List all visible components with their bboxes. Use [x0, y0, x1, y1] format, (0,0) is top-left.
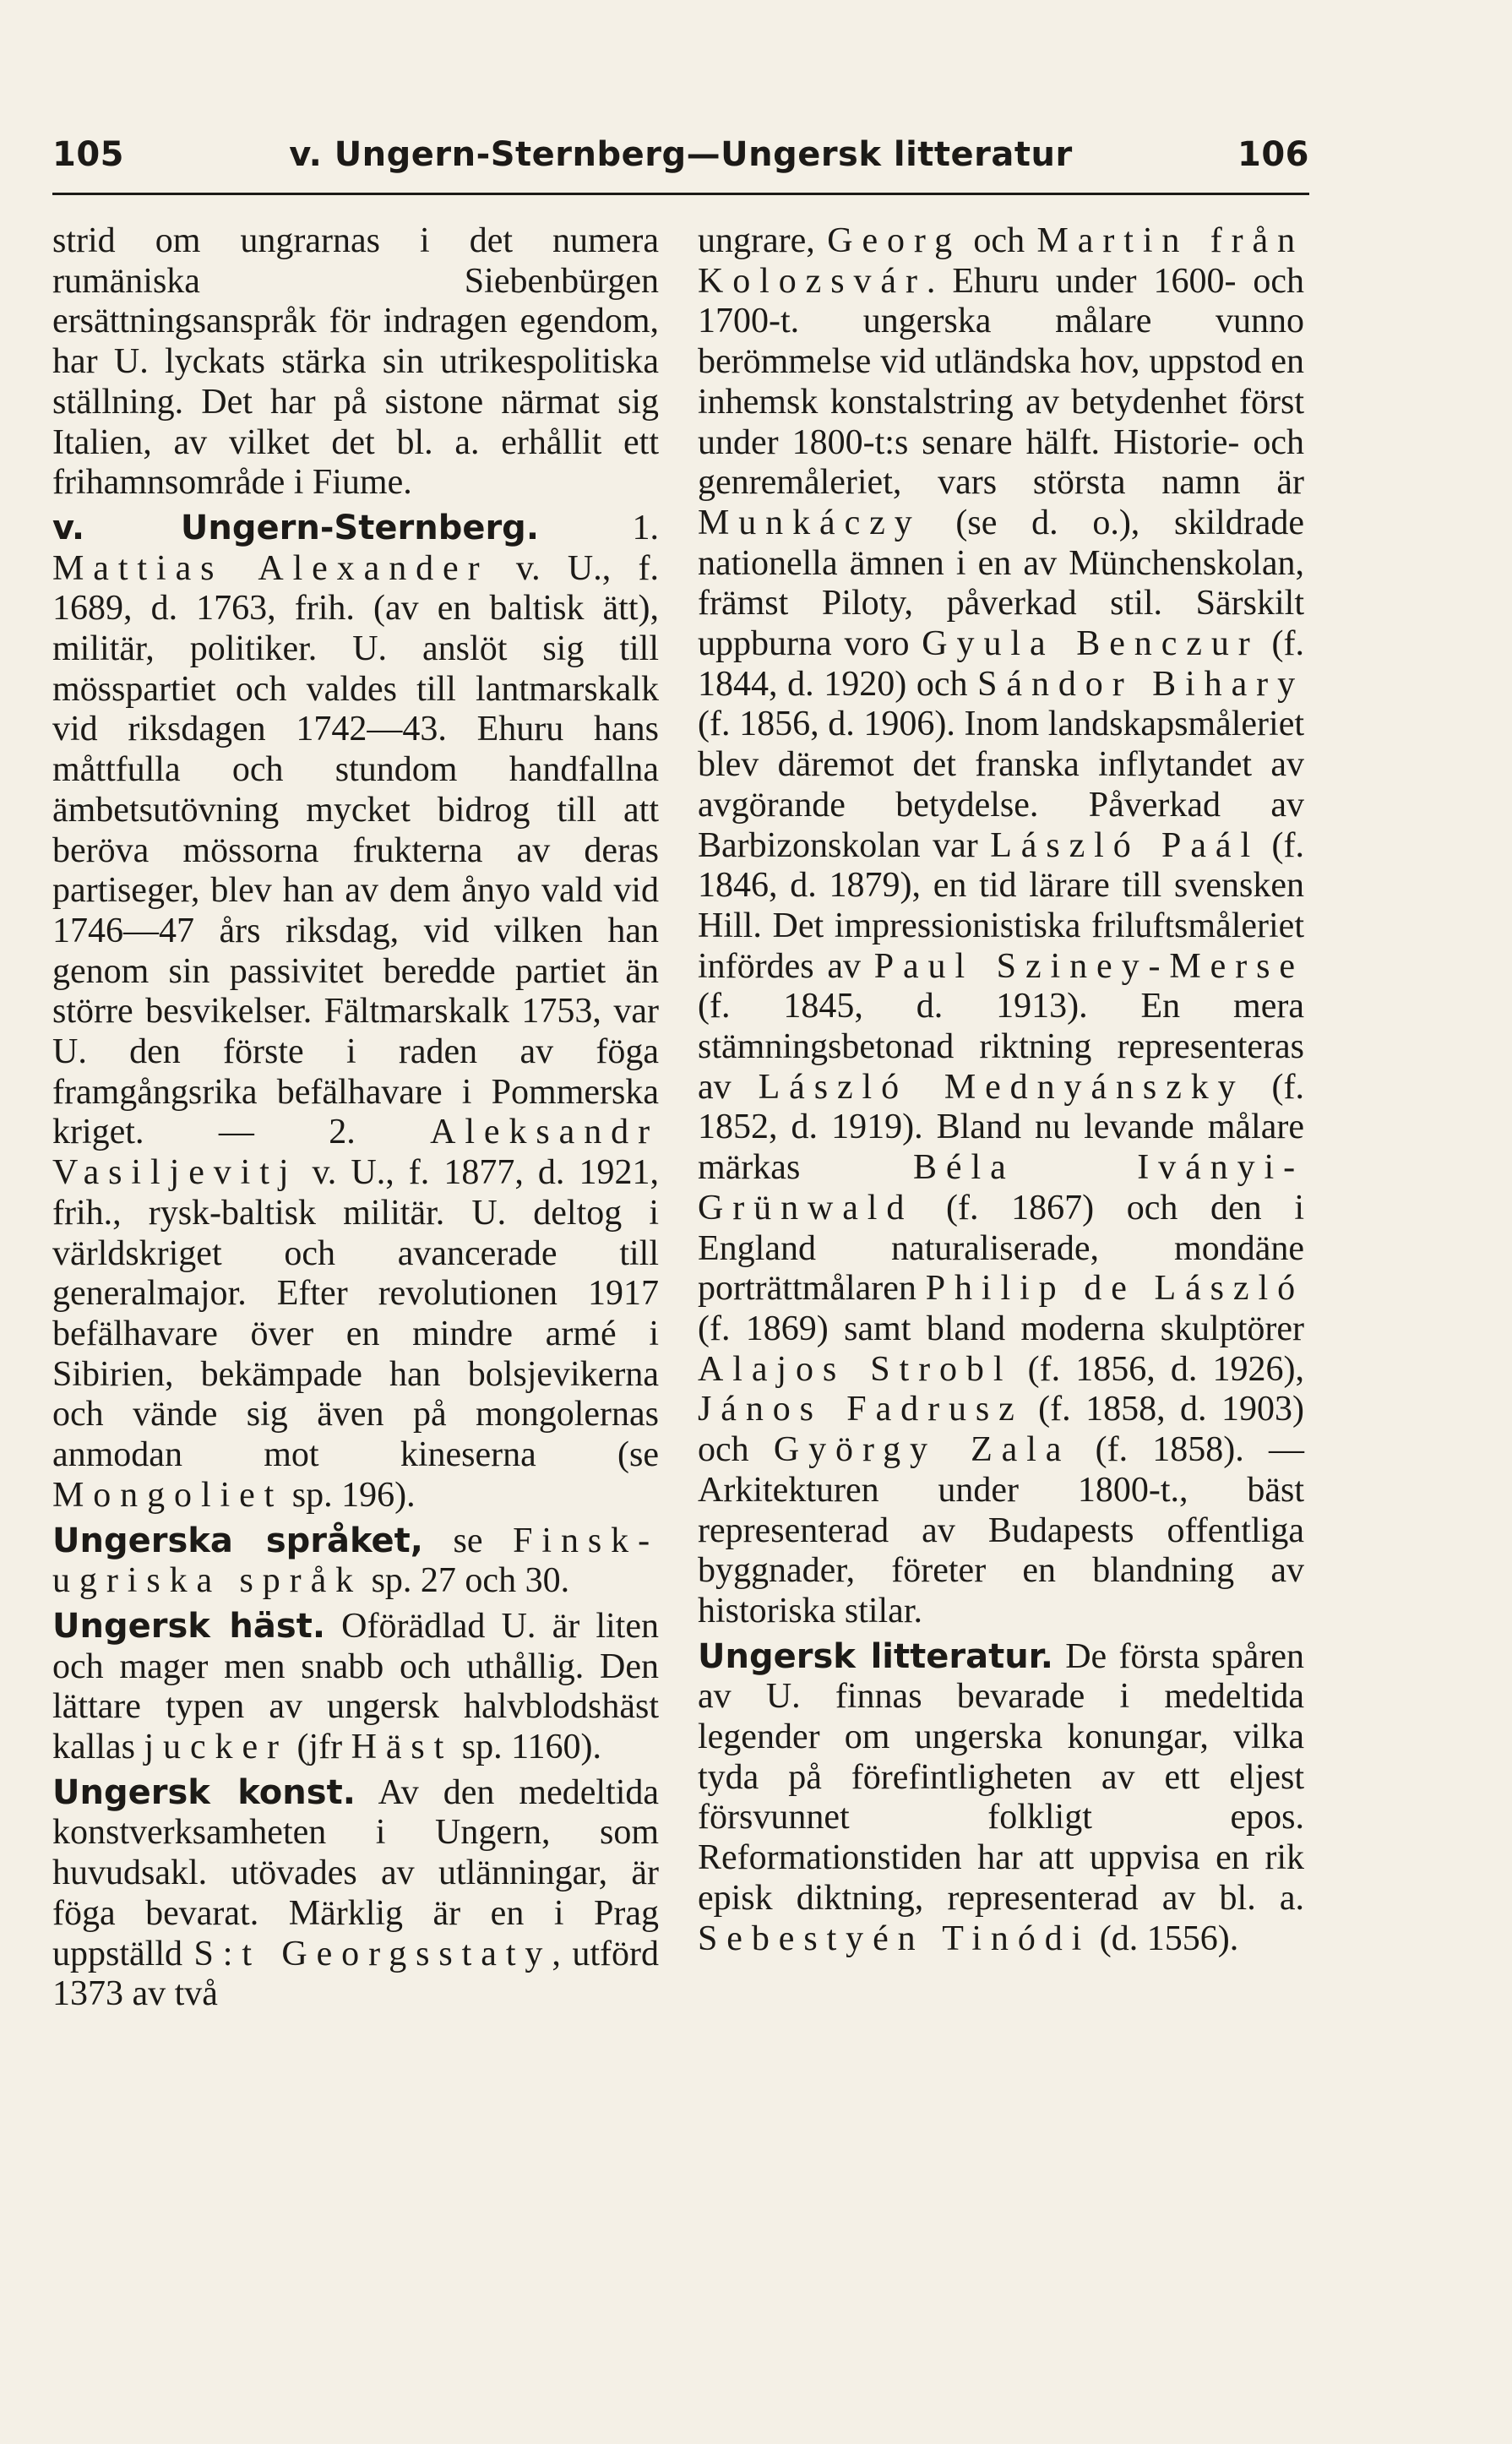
entry-headword: Ungersk konst. — [52, 1772, 356, 1812]
entry-text: (f. 1856, d. 1926), — [1012, 1349, 1304, 1389]
entry-text: sp. 1160). — [453, 1728, 602, 1767]
spaced-name: Gyula Benczur — [922, 624, 1259, 664]
entry-text: v. U., f. 1877, d. 1921, frih., rysk-baltisk militär. U. deltog i världskriget och avancerade till generalmajor. Efter revolutionen 1917 befälhavare över en mindre armé i Sibirien, bekämpade han bolsjevikerna och vände sig även på mongolernas anmodan mot kineserna (se — [52, 1153, 659, 1475]
entry-text: (f. 1858). — Arkitekturen under 1800-t., bäst representerad av Budapests offentliga byggnader, företer en blandning av historiska stilar. — [698, 1430, 1304, 1630]
spaced-name: Paul Sziney-Merse — [873, 946, 1304, 986]
entry-text: . Ehuru under 1600- och 1700-t. ungerska målare vunno berömmelse vid utländska hov, uppstod en inhemsk konstalstring av betydenhet först under 1800-t:s senare hälft. Historie- och genremåleriet, vars största namn är — [698, 261, 1304, 503]
entry-text: v. U., f. 1689, d. 1763, frih. (av en baltisk ätt), militär, politiker. U. anslöt sig till mösspartiet och valdes till lantmarskalk vid riksdagen 1742—43. Ehuru hans måttfulla och stundom handfallna ämbetsutövning mycket bidrog till att beröva mössorna frukterna av deras partiseger, blev han av dem ånyo vald vid 1746—47 års riksdag, vid vilken han genom sin passivitet beredde partiet än större besvikelser. Fältmarskalk 1753, var U. den förste i raden av föga framgångsrika befälhavare i Pommerska kriget. — 2. — [52, 548, 659, 1152]
paragraph-continuation — [698, 221, 1304, 1632]
running-header — [52, 127, 1309, 177]
entry-text: (f. 1867) och den i England naturaliserade, mondäne porträttmålaren — [698, 1188, 1304, 1309]
entry-text: sp. 196). — [283, 1475, 416, 1515]
page-number-right: 106 — [1237, 135, 1309, 174]
spaced-name: Sándor Bihary — [977, 664, 1304, 704]
entry-text: , utförd 1373 av två — [52, 1934, 659, 2014]
spaced-term: jucker — [144, 1728, 288, 1767]
spaced-name: Alajos Strobl — [698, 1349, 1013, 1389]
entry-ungern-sternberg — [52, 509, 659, 1516]
entry-text: Av den medeltida konstverksamheten i Ungern, som huvudsakl. utövades av utlänningar, är föga bevarat. Märklig är en i Prag uppställd — [52, 1772, 660, 1973]
entry-text: (se d. o.), skildrade nationella ämnen i en av Münchenskolan, främst Piloty, påverkad stil. Särskilt uppburna voro — [698, 503, 1304, 664]
entry-text: sp. 27 och 30. — [362, 1561, 570, 1601]
entry-text: (f. 1858, d. 1903) och — [698, 1390, 1304, 1470]
cross-reference[interactable]: Finsk-ugriska språk — [52, 1521, 659, 1601]
spaced-name: György Zala — [773, 1430, 1071, 1470]
spaced-name: Sebestyén Tinódi — [698, 1919, 1091, 1958]
entry-text: och — [961, 221, 1037, 260]
entry-text: (f. 1852, d. 1919). Bland nu levande målare märkas — [698, 1067, 1304, 1188]
entry-text: (jfr — [287, 1728, 351, 1767]
spaced-term: S:t Georgsstaty — [193, 1934, 552, 1973]
entry-ungersk-litteratur — [698, 1637, 1304, 1960]
page-number-left: 105 — [52, 135, 124, 174]
spaced-name: László Mednyánszky — [758, 1067, 1245, 1107]
spaced-name: Georg — [827, 221, 961, 260]
cross-reference[interactable]: Häst — [351, 1728, 454, 1767]
spaced-name: Aleksandr Vasiljevitj — [52, 1113, 659, 1193]
entry-text: ungrare, — [698, 221, 828, 260]
paragraph-continuation: strid om ungrarnas i det numera rumäniska Siebenbürgen ersättningsanspråk för indragen egendom, har U. lyckats stärka sin utrikespolitiska ställning. Det har på sistone närmat sig Italien, av vilket det bl. a. erhållit ett frihamnsområde i Fiume. — [52, 221, 659, 503]
entry-text: (f. 1869) samt bland moderna skulptörer — [698, 1309, 1304, 1348]
right-column — [698, 221, 1304, 1959]
entry-text: (f. 1856, d. 1906). Inom landskapsmåleriet blev däremot det franska inflytandet av avgörande betydelse. Påverkad av Barbizonskolan var — [698, 705, 1304, 865]
entry-text: Oförädlad U. är liten och mager men snabb och uthållig. Den lättare typen av ungersk halvblodshäst kallas — [52, 1606, 659, 1767]
entry-text: (f. 1844, d. 1920) och — [698, 624, 1304, 704]
left-column — [52, 221, 659, 2015]
entry-headword: Ungerska språket, — [52, 1521, 423, 1560]
entry-ungersk-konst — [52, 1773, 659, 2015]
spaced-name: János Fadrusz — [698, 1390, 1024, 1429]
spaced-name: Mattias Alexander — [52, 548, 489, 588]
entry-ungersk-hast — [52, 1607, 659, 1768]
entry-text: De första spåren av U. finnas bevarade i medeltida legender om ungerska konungar, vilka tyda på förefintligheten av ett eljest försvunnet folkligt epos. Reformationstiden har att uppvisa en rik episk diktning, representerad av bl. a. — [698, 1636, 1304, 1918]
entry-text: 1. — [539, 508, 659, 547]
spaced-name: Philip de László — [925, 1269, 1304, 1309]
spaced-name: Munkáczy — [698, 503, 922, 542]
entry-headword: Ungersk häst. — [52, 1606, 326, 1646]
spaced-name: Béla Iványi-Grünwald — [698, 1148, 1304, 1227]
cross-reference[interactable]: Mongoliet — [52, 1475, 284, 1515]
entry-text: se — [422, 1521, 514, 1560]
spaced-name: László Paál — [990, 825, 1260, 865]
running-title: v. Ungern-Sternberg—Ungersk litteratur — [289, 135, 1073, 174]
header-rule — [52, 193, 1309, 195]
spaced-name: Martin från Kolozsvár — [698, 221, 1304, 301]
entry-text: (f. 1845, d. 1913). En mera stämningsbetonad riktning representeras av — [698, 987, 1304, 1107]
entry-text: (d. 1556). — [1090, 1919, 1239, 1958]
entry-text: (f. 1846, d. 1879), en tid lärare till svensken Hill. Det impressionistiska friluftsmåleriet infördes av — [698, 825, 1304, 986]
entry-headword: Ungersk litteratur. — [698, 1636, 1053, 1676]
entry-ungerska-spraket — [52, 1521, 659, 1602]
entry-headword: v. Ungern-Sternberg. — [52, 508, 540, 547]
